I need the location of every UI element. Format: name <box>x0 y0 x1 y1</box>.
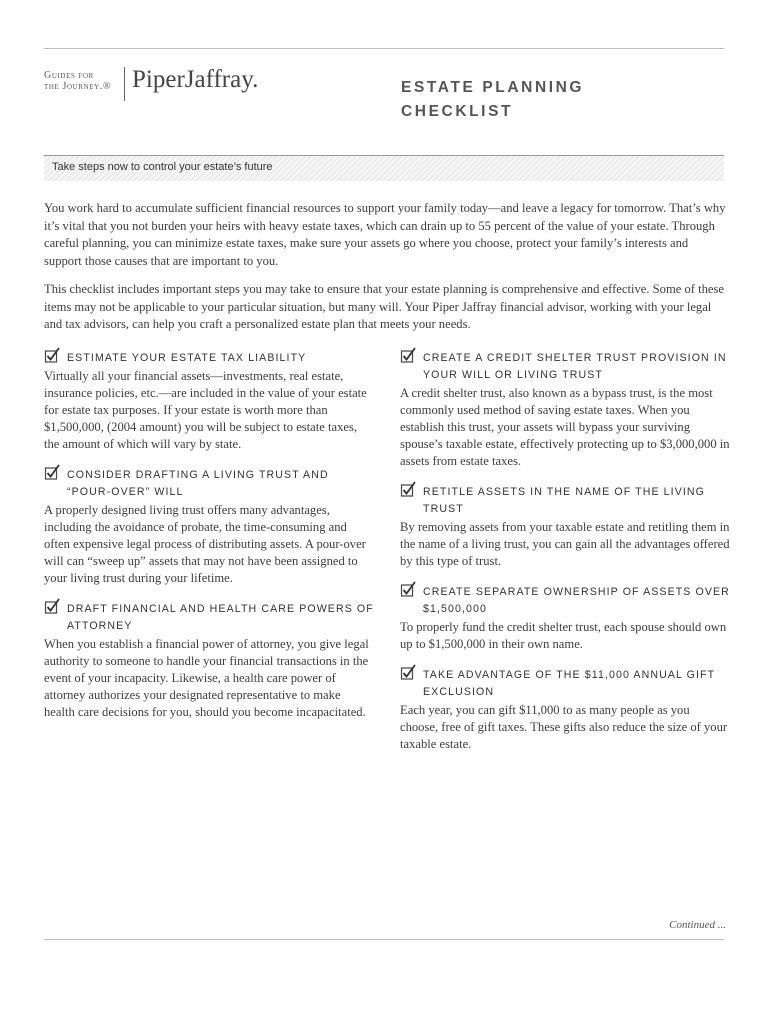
page-title-line-1: ESTATE PLANNING <box>401 79 585 96</box>
page-title <box>401 76 721 124</box>
checkbox-checked-icon <box>44 464 61 481</box>
checkbox-checked-icon <box>400 347 417 364</box>
checklist-item-title: TAKE ADVANTAGE OF THE $11,000 ANNUAL GIFT EXCLUSION <box>423 669 715 698</box>
top-rule <box>44 48 724 49</box>
section-banner <box>44 155 724 181</box>
checklist-item-body: A properly designed living trust offers many advantages, including the avoidance of probate, the time-consuming and often expensive legal process of distributing assets. A pour-over will can “sweep up” assets that may not have been assigned to your living trust during your lifetime. <box>44 503 366 585</box>
bottom-rule <box>44 939 724 940</box>
checkbox-checked-icon <box>44 347 61 364</box>
checklist-item <box>44 467 374 587</box>
checkbox-checked-icon <box>400 664 417 681</box>
checkbox-checked-icon <box>44 598 61 615</box>
continued-note: Continued ... <box>669 919 726 931</box>
checklist-item <box>400 350 730 470</box>
intro <box>44 200 728 345</box>
checklist-item-body: A credit shelter trust, also known as a bypass trust, is the most commonly used method of saving estate taxes. When you establish this trust, your assets will bypass your surviving spouse’s taxable estate, effectively protecting up to $3,000,000 in assets from estate taxes. <box>400 386 730 468</box>
checklist-item-title: DRAFT FINANCIAL AND HEALTH CARE POWERS OF ATTORNEY <box>67 603 374 632</box>
checklist-item-body: Virtually all your financial assets—investments, real estate, insurance policies, etc.—are included in the value of your estate for estate tax purposes. If your estate is worth more than $1,500,000, (2004 amount) you will be subject to estate taxes, the amount of which will vary by state. <box>44 369 367 451</box>
checklist-item-body: By removing assets from your taxable estate and retitling them in the name of a living trust, you can gain all the advantages offered by this type of trust. <box>400 520 730 568</box>
brand-logo: PiperJaffray. <box>132 66 259 93</box>
intro-paragraph-1: You work hard to accumulate sufficient financial resources to support your family today—and leave a legacy for tomorrow. That’s why it’s vital that you not burden your heirs with heavy estate taxes, which can drain up to 55 percent of the value of your estate. Through careful planning, you can minimize estate taxes, make sure your assets go where you choose, protect your family’s interests and support those causes that are important to you. <box>44 201 726 268</box>
tagline <box>44 70 120 92</box>
left-column <box>44 350 374 735</box>
checklist-item-title: ESTIMATE YOUR ESTATE TAX LIABILITY <box>67 352 307 364</box>
checklist-item <box>400 667 730 753</box>
checklist-item-body: When you establish a financial power of attorney, you give legal authority to someone to handle your financial transactions in the event of your incapacity. Likewise, a health care power of attorney authorizes your designated representative to make health care decisions for you, should you become incapacitated. <box>44 637 369 719</box>
checkbox-checked-icon <box>400 481 417 498</box>
checklist-item-title: RETITLE ASSETS IN THE NAME OF THE LIVING TRUST <box>423 486 706 515</box>
tagline-line-2: the Journey.® <box>44 81 112 92</box>
checkbox-checked-icon <box>400 581 417 598</box>
checklist-item-title: CONSIDER DRAFTING A LIVING TRUST AND “POUR-OVER” WILL <box>67 469 329 498</box>
checklist-item-body: To properly fund the credit shelter trust, each spouse should own up to $1,500,000 in their own name. <box>400 620 727 651</box>
tagline-line-1: Guides for <box>44 70 94 81</box>
checklist-item <box>400 484 730 570</box>
checklist-item <box>400 584 730 653</box>
checklist-item <box>44 601 374 721</box>
checklist-item-title: CREATE A CREDIT SHELTER TRUST PROVISION IN YOUR WILL OR LIVING TRUST <box>423 352 727 381</box>
checklist-item-title: CREATE SEPARATE OWNERSHIP OF ASSETS OVER $1,500,000 <box>423 586 730 615</box>
checklist-item <box>44 350 374 453</box>
checklist-item-body: Each year, you can gift $11,000 to as many people as you choose, free of gift taxes. These gifts also reduce the size of your taxable estate. <box>400 703 728 751</box>
right-column <box>400 350 730 767</box>
page-title-line-2: CHECKLIST <box>401 103 514 120</box>
intro-paragraph-2: This checklist includes important steps you may take to ensure that your estate planning is comprehensive and effective. Some of these items may not be applicable to your particular situation, but many will. Your Piper Jaffray financial advisor, working with your legal and tax advisors, can help you craft a personalized estate plan that meets your needs. <box>44 282 724 331</box>
banner-text: Take steps now to control your estate’s future <box>52 161 273 173</box>
logo-divider <box>124 67 125 101</box>
